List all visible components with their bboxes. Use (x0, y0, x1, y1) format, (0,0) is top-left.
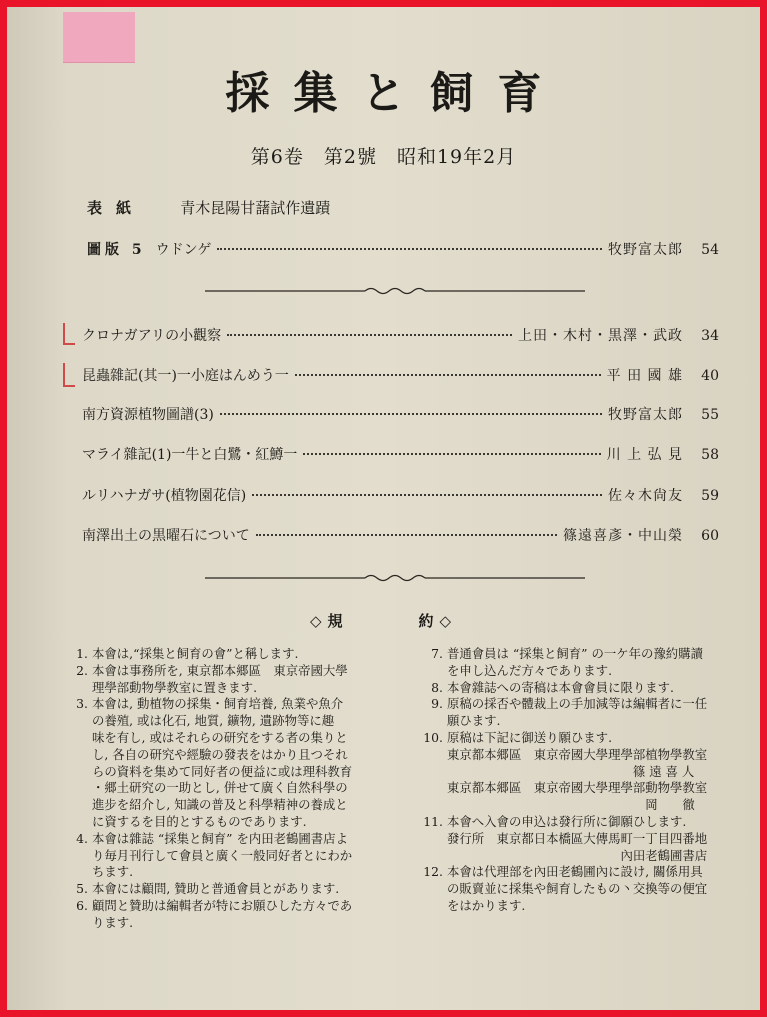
rule-item (60, 881, 382, 898)
rule-text: 本會は, 動植物の採集・飼育培養, 魚業や魚介 の養殖, 或は化石, 地質, 鑛物, 遺跡物等に趣 味を有し, 或はそれらの研究をする者の集りと し, 各自の研究や經驗の發表をはかり且つそれ らの資料を集めて同好者の便益に或は理科教育 ・郷土研究の一助とし, 併せて廣く自然科學の 進步を紹介し, 知識の普及と科學精神の養成と に資するを目的とするものであります. (92, 696, 353, 829)
rule-number: 9. (431, 696, 443, 712)
rule-item (60, 663, 382, 697)
rule-item (415, 730, 740, 814)
rules-column-left (60, 646, 382, 932)
rule-number: 3. (76, 696, 88, 712)
toc-row (82, 365, 719, 387)
toc-page: 60 (701, 528, 719, 544)
rule-text: 本會は雜誌 “採集と飼育” を内田老鶴圃書店よ り毎月刊行して會員と廣く一般同好者とにわか ちます. (92, 830, 353, 880)
rules-column-right (415, 646, 740, 915)
rule-number: 1. (76, 646, 88, 661)
toc-title: マライ雜記(1)一牛と白鷺・紅鱒一 (82, 447, 298, 463)
rule-item (415, 696, 740, 730)
dot-leader (252, 494, 602, 496)
toc-page: 59 (701, 488, 719, 504)
rule-text: 普通會員は “採集と飼育” の一ケ年の豫約購讀 を申し込んだ方々であります. (447, 646, 703, 678)
rule-number: 5. (76, 881, 88, 897)
toc-page: 40 (701, 368, 719, 384)
dot-leader (217, 248, 602, 250)
toc-page: 55 (701, 407, 719, 423)
rule-text: 本會へ入會の申込は發行所に御願ひします. 發行所 東京都日本橋區大傳馬町一丁目四番地 內田老鶴圃書店 (447, 813, 708, 863)
toc-author: 上田・木村・黒澤・武政 (518, 328, 683, 344)
rule-item (60, 898, 382, 932)
scanned-page (7, 7, 760, 1010)
toc-title: 南澤出土の黒曜石について (82, 528, 250, 544)
rule-text: 本會は代理部を內田老鶴圃內に設け, 關係用具 の販賣並に採集や飼育したもの丶交換等の便宜 をはかります. (447, 864, 708, 913)
dot-leader (295, 374, 601, 376)
toc-row (82, 404, 719, 426)
rule-number: 12. (423, 864, 443, 880)
rule-text: 本會雜誌への寄稿は本會會員に限ります. (447, 679, 674, 695)
rule-number: 6. (76, 897, 88, 913)
toc-title: 昆蟲雜記(其一)一小庭はんめう一 (82, 368, 289, 384)
rule-number: 2. (76, 662, 88, 678)
pink-sticky-note (63, 12, 135, 63)
rule-item (415, 646, 740, 680)
rule-item (60, 696, 382, 830)
divider-ornament-top (205, 286, 585, 296)
dot-leader (227, 334, 512, 336)
rule-number: 4. (76, 830, 88, 846)
toc-row (82, 444, 719, 466)
toc-page: 58 (701, 447, 719, 463)
toc-author: 川 上 弘 見 (606, 447, 683, 463)
rules-heading-right: 約◇ (418, 612, 458, 630)
journal-title: 採集と飼育 (225, 68, 566, 119)
toc-author: 佐々木尙友 (608, 488, 683, 504)
cover-label: 表紙 (87, 199, 146, 217)
rule-text: 原稿は下記に御送り願ひます. 東京都本郷區 東京帝國大學理學部植物學教室 篠 遠 喜 人 東京都本郷區 東京帝國大學理學部動物學教室 岡 徹 (447, 729, 708, 813)
rule-item (60, 831, 382, 881)
rule-item (60, 646, 382, 663)
toc-title: ルリハナガサ(植物園花信) (82, 488, 247, 504)
toc-page: 34 (701, 328, 719, 344)
cover-line (87, 197, 330, 218)
rule-text: 顧問と贊助は編輯者が特にお願ひした方々であ ります. (92, 897, 353, 930)
rule-text: 原稿の採否や體裁上の手加減等は編輯者に一任 願ひます. (447, 696, 708, 729)
cover-value: 青木昆陽甘藷試作遺蹟 (180, 199, 331, 217)
toc-author: 牧野富太郎 (608, 407, 683, 423)
rule-number: 10. (423, 729, 443, 745)
rule-number: 7. (431, 646, 443, 661)
rule-item (415, 680, 740, 697)
issue-line: 第6卷 第2號 昭和19年2月 (250, 146, 517, 168)
plate-row (87, 239, 719, 261)
toc-author: 平 田 國 雄 (606, 368, 683, 384)
plate-title-group (87, 239, 211, 259)
dot-leader (303, 453, 600, 455)
rules-heading-left: ◇規 (309, 612, 349, 630)
rule-item (415, 814, 740, 864)
dot-leader (220, 413, 602, 415)
pen-mark (63, 323, 75, 345)
toc-author: 篠遠喜彥・中山榮 (563, 528, 683, 544)
toc-title: 南方資源植物圖譜(3) (82, 407, 214, 423)
pen-mark (63, 363, 75, 387)
toc-row (82, 525, 719, 547)
rule-text: 本會は,“採集と飼育の會”と稱します. (92, 646, 299, 661)
toc-title: クロナガアリの小觀察 (82, 328, 222, 344)
plate-page: 54 (701, 242, 719, 258)
rule-number: 11. (423, 813, 443, 829)
rule-item (415, 864, 740, 914)
plate-label: 圖版 5 (87, 242, 146, 258)
toc-row (82, 485, 719, 507)
rule-text: 本會には顧問, 贊助と普通會員とがあります. (92, 881, 340, 897)
rules-heading (7, 610, 760, 631)
toc-row (82, 325, 719, 347)
dot-leader (256, 534, 557, 536)
rule-number: 8. (431, 679, 443, 695)
rule-text: 本會は事務所を, 東京都本郷區 東京帝國大學 理學部動物學教室に置きます. (92, 662, 348, 695)
divider-ornament-bottom (205, 573, 585, 583)
plate-title: ウドンゲ (155, 242, 212, 258)
plate-author: 牧野富太郎 (608, 242, 683, 258)
